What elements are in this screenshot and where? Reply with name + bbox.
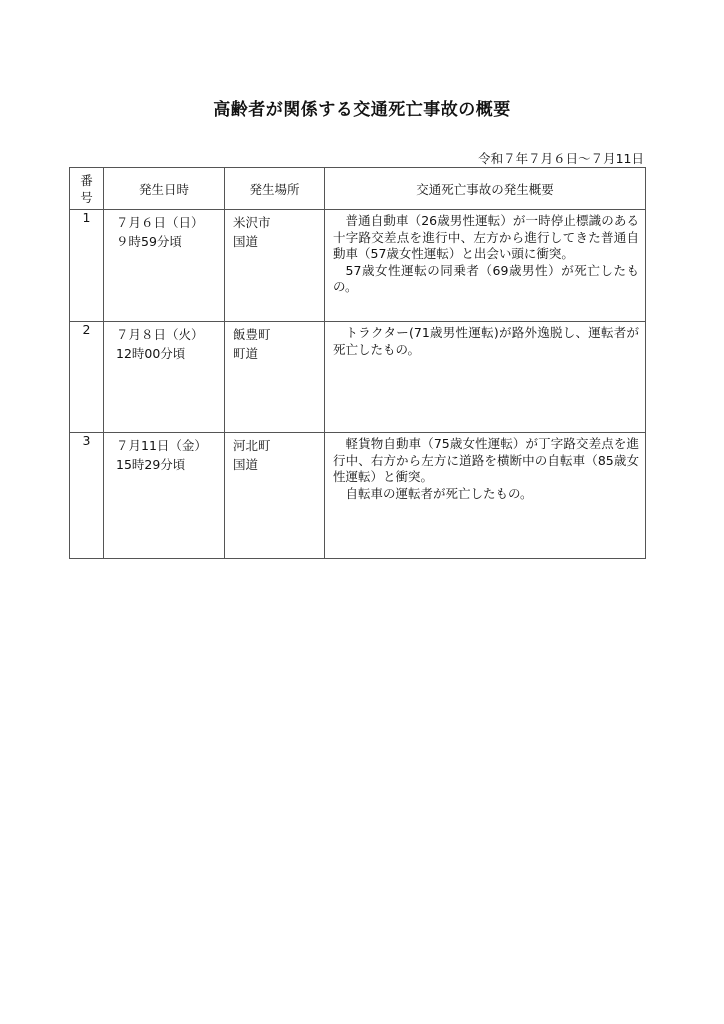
table-row — [70, 433, 646, 559]
accident-table — [69, 167, 646, 559]
row-summary-text-2: 自転車の運転者が死亡したもの。 — [345, 485, 533, 501]
row-summary — [325, 322, 646, 433]
page-title: 高齢者が関係する交通死亡事故の概要 — [213, 100, 511, 120]
row-road: 国道 — [233, 457, 259, 472]
row-date: ７月８日（火） — [116, 327, 204, 342]
row-city: 河北町 — [233, 438, 271, 453]
row-number: 1 — [70, 210, 104, 322]
header-number-line1: 番 — [80, 172, 93, 188]
header-number-line2: 号 — [80, 189, 93, 205]
header-summary: 交通死亡事故の発生概要 — [325, 168, 646, 210]
header-number — [70, 168, 104, 210]
row-summary — [325, 210, 646, 322]
row-road: 国道 — [233, 234, 259, 249]
row-road: 町道 — [233, 346, 259, 361]
row-number: 2 — [70, 322, 104, 433]
row-time: 12時00分頃 — [116, 346, 186, 361]
row-place — [225, 210, 325, 322]
table-row — [70, 210, 646, 322]
row-summary-text-2: 57歳女性運転の同乗者（69歳男性）が死亡したもの。 — [333, 262, 639, 294]
row-datetime — [104, 433, 225, 559]
row-summary-text-1: 軽貨物自動車（75歳女性運転）が丁字路交差点を進行中、右方から左方に道路を横断中の自転車（85歳女性運転）と衝突。 — [333, 436, 639, 484]
table-header-row — [70, 168, 646, 210]
row-summary-text-1: 普通自動車（26歳男性運転）が一時停止標識のある十字路交差点を進行中、左方から進行してきた普通自動車（57歳女性運転）と出会い頭に衝突。 — [333, 213, 639, 261]
row-summary-text-1: トラクター(71歳男性運転)が路外逸脱し、運転者が死亡したもの。 — [333, 325, 639, 357]
row-datetime — [104, 322, 225, 433]
header-datetime: 発生日時 — [104, 168, 225, 210]
row-date: ７月11日（金） — [116, 438, 207, 453]
header-place: 発生場所 — [225, 168, 325, 210]
row-summary — [325, 433, 646, 559]
row-datetime — [104, 210, 225, 322]
report-period: 令和７年７月６日～７月11日 — [478, 151, 644, 166]
row-number: 3 — [70, 433, 104, 559]
row-city: 米沢市 — [233, 215, 271, 230]
table-row — [70, 322, 646, 433]
row-time: 15時29分頃 — [116, 457, 186, 472]
row-time: ９時59分頃 — [116, 234, 182, 249]
row-place — [225, 322, 325, 433]
row-place — [225, 433, 325, 559]
row-city: 飯豊町 — [233, 327, 271, 342]
row-date: ７月６日（日） — [116, 215, 204, 230]
